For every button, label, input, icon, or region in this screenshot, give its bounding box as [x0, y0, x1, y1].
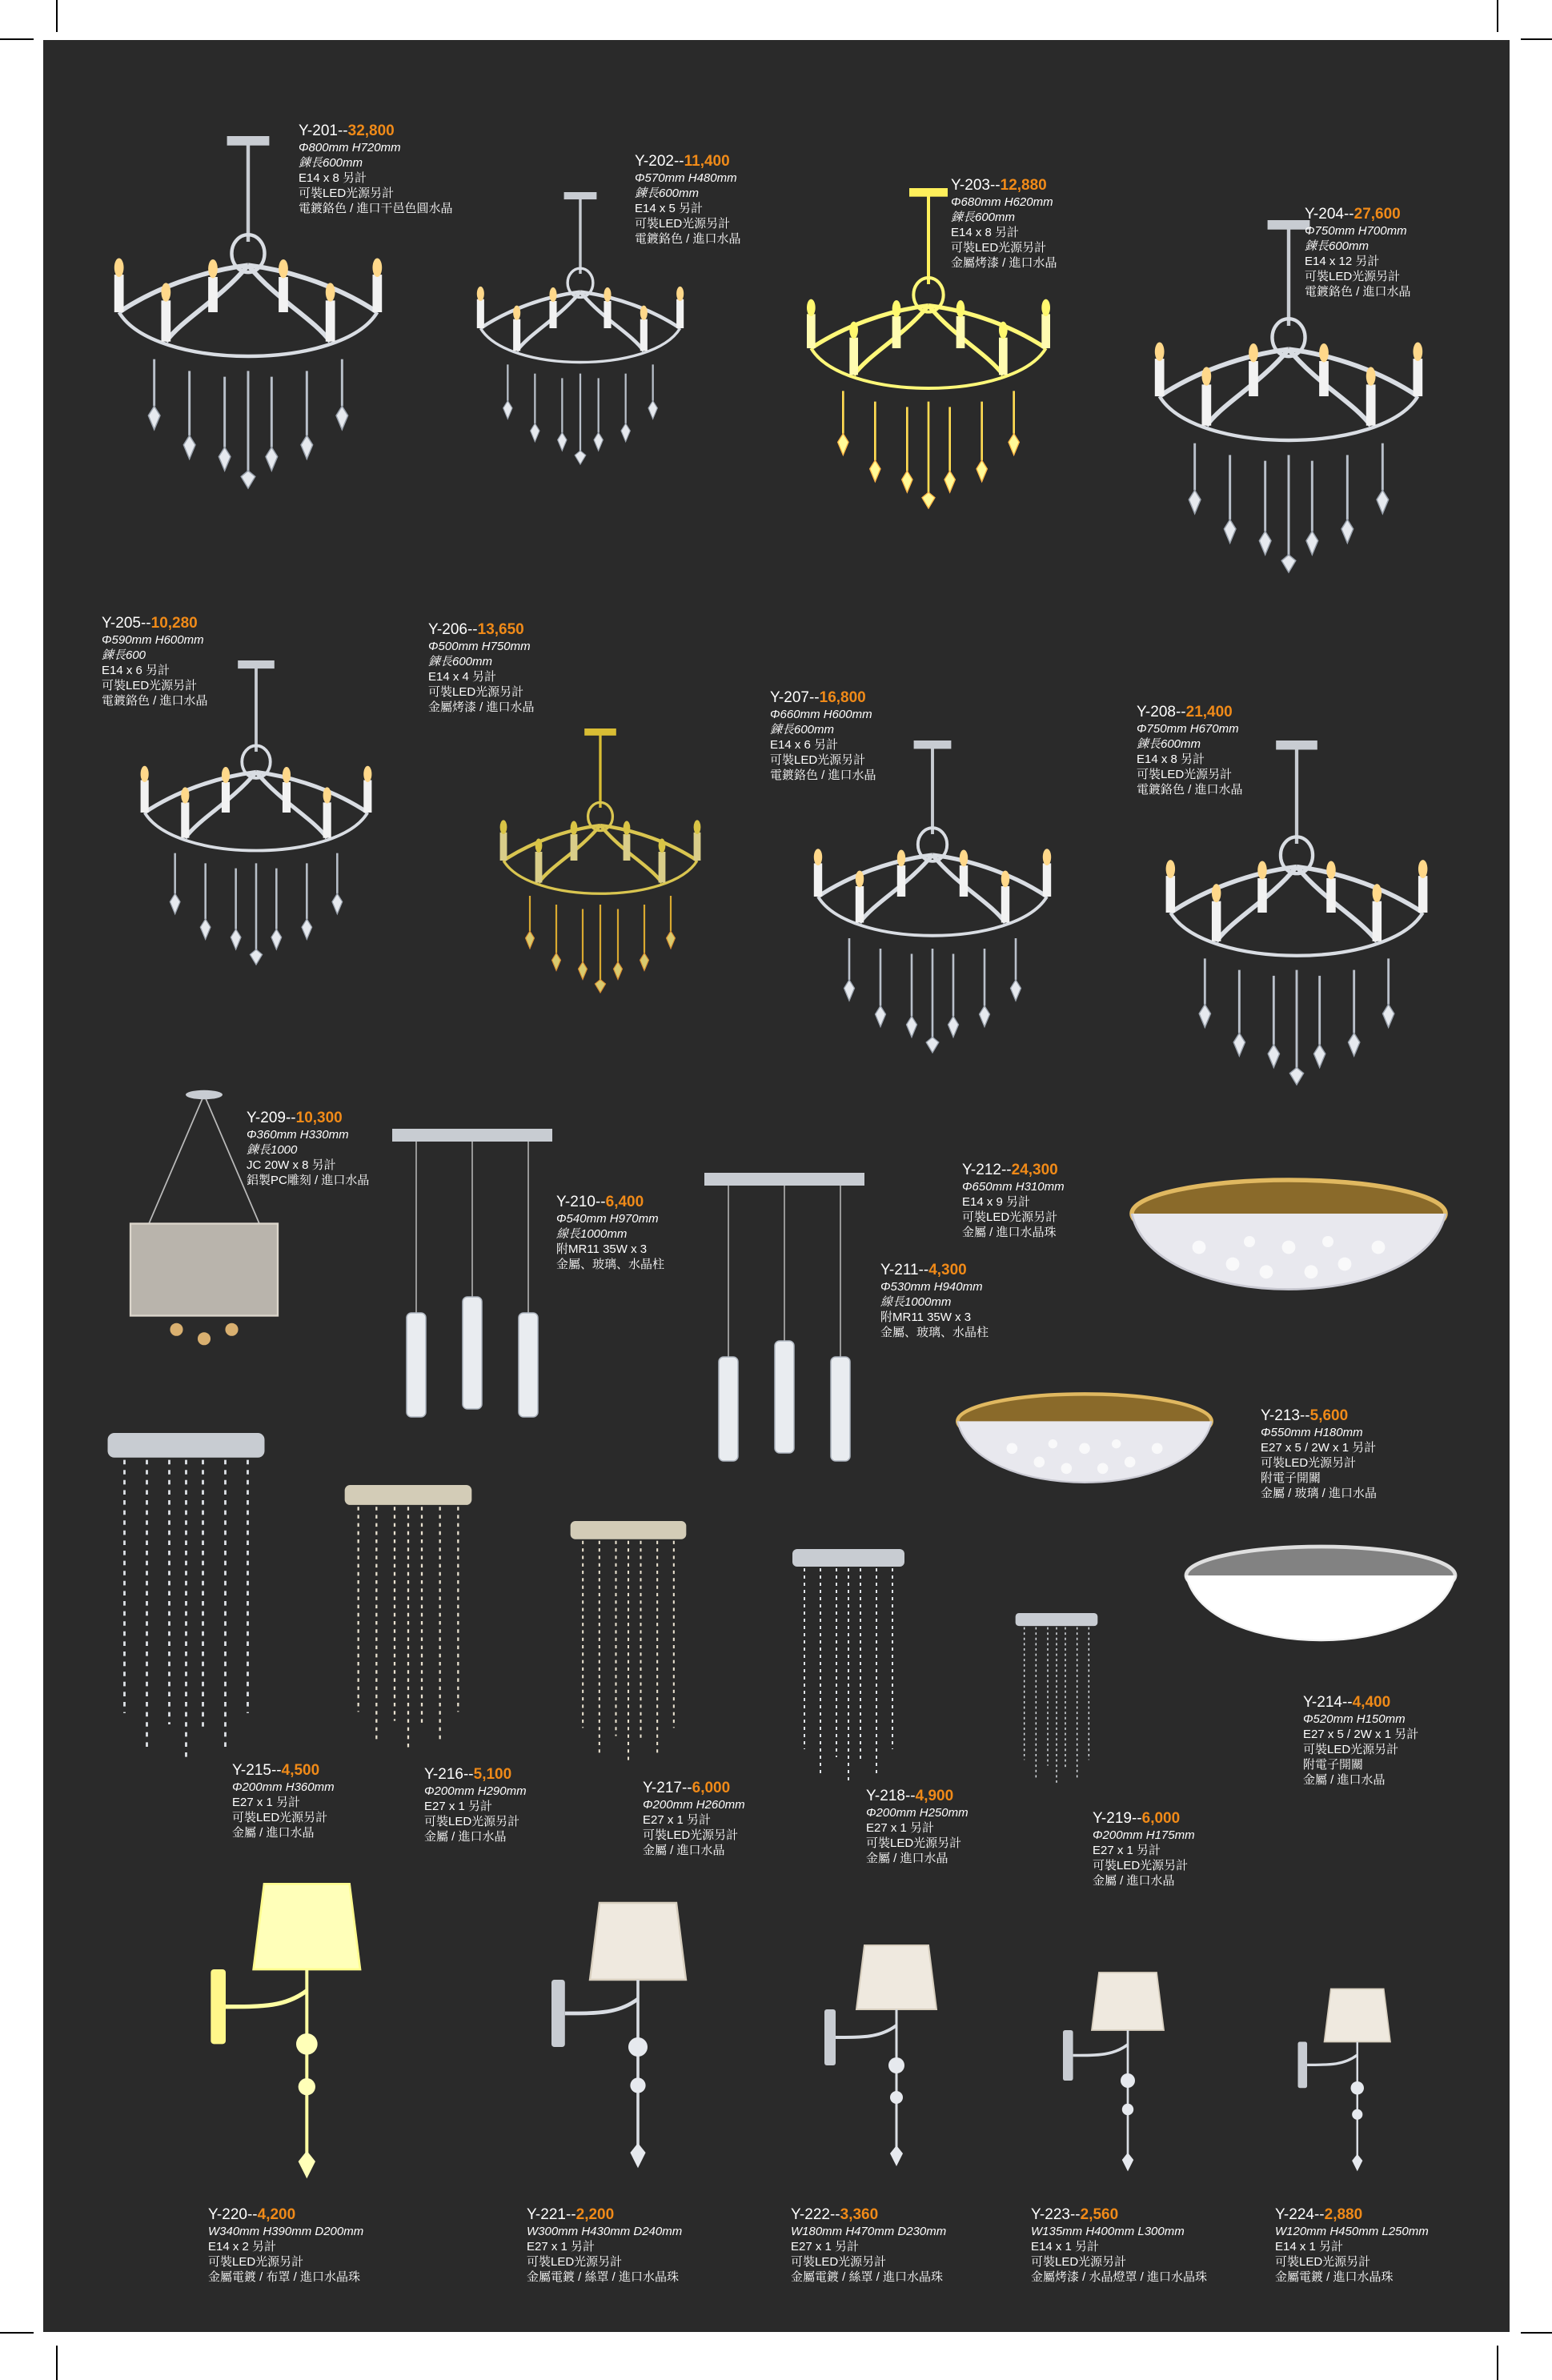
- product-code: Y-222--: [791, 2206, 840, 2223]
- product-led: 可裝LED光源另計: [527, 2255, 623, 2269]
- product-size: Φ500mm H750mm: [428, 640, 531, 653]
- product-code: Y-208--: [1137, 704, 1186, 720]
- ceiling-light-icon: [1121, 1165, 1457, 1341]
- product-info: [1137, 703, 1243, 797]
- crop-mark: [1521, 2332, 1552, 2334]
- product-info: [880, 1261, 989, 1340]
- product-material: 電鍍鉻色 / 進口干邑色圓水晶: [299, 202, 453, 215]
- product-led: 可裝LED光源另計: [866, 1836, 962, 1850]
- product-material: 金屬、玻璃、水晶柱: [880, 1326, 989, 1339]
- product-info: [232, 1761, 335, 1840]
- crystal-flush-mount-icon: [768, 1549, 928, 1789]
- product-size: Φ200mm H175mm: [1093, 1828, 1195, 1842]
- product-led: 可裝LED光源另計: [1303, 1743, 1399, 1756]
- product-price: 4,400: [1352, 1694, 1391, 1711]
- product-bulb: E27 x 1 另計: [527, 2240, 596, 2254]
- crop-mark: [56, 2346, 58, 2380]
- product-price: 27,600: [1353, 206, 1401, 223]
- crop-mark: [1497, 0, 1498, 32]
- product-chain: 鍊長600mm: [770, 723, 835, 736]
- crystal-flush-mount-icon: [324, 1485, 492, 1757]
- product-led: 可裝LED光源另計: [424, 1815, 520, 1828]
- product-code: Y-209--: [247, 1110, 296, 1126]
- product-material: 電鍍鉻色 / 進口水晶: [770, 769, 876, 782]
- product-led: 可裝LED光源另計: [102, 679, 198, 692]
- product-material: 金屬 / 進口水晶: [424, 1830, 507, 1844]
- product-code: Y-211--: [880, 1262, 929, 1278]
- product-material: 鋁製PC雕刻 / 進口水晶: [247, 1174, 370, 1187]
- product-bulb: E14 x 8 另計: [951, 226, 1020, 239]
- product-info: [951, 176, 1057, 271]
- product-size: Φ360mm H330mm: [247, 1128, 349, 1142]
- product-price: 3,360: [840, 2206, 879, 2223]
- product-led: 可裝LED光源另計: [1137, 768, 1233, 781]
- product-info: [208, 2205, 363, 2285]
- product-bulb: E14 x 5 另計: [635, 202, 704, 215]
- crop-mark: [0, 38, 34, 40]
- product-price: 4,300: [928, 1262, 967, 1278]
- product-chain: 鍊長600mm: [635, 187, 700, 200]
- product-code: Y-215--: [232, 1762, 282, 1779]
- product-price: 5,600: [1309, 1407, 1349, 1424]
- product-code: Y-216--: [424, 1766, 474, 1783]
- product-led: 可裝LED光源另計: [791, 2255, 887, 2269]
- product-led: 可裝LED光源另計: [962, 1210, 1058, 1224]
- product-size: W340mm H390mm D200mm: [208, 2225, 364, 2238]
- product-code: Y-206--: [428, 621, 478, 638]
- product-led: 可裝LED光源另計: [951, 241, 1047, 255]
- product-led: 可裝LED光源另計: [1305, 270, 1401, 283]
- product-code: Y-217--: [643, 1780, 692, 1796]
- product-price: 32,800: [347, 122, 395, 139]
- product-material: 電鍍鉻色 / 進口水晶: [1305, 285, 1411, 299]
- product-info: [1275, 2205, 1429, 2285]
- product-material: 金屬烤漆 / 進口水晶: [951, 256, 1057, 270]
- product-bulb: E14 x 4 另計: [428, 670, 497, 684]
- product-size: Φ570mm H480mm: [635, 171, 737, 185]
- crop-mark: [1521, 38, 1552, 40]
- product-bulb: E14 x 2 另計: [208, 2240, 277, 2254]
- product-material: 金屬烤漆 / 水晶燈罩 / 進口水晶珠: [1031, 2270, 1208, 2284]
- product-code: Y-213--: [1261, 1407, 1310, 1424]
- product-led: 可裝LED光源另計: [428, 685, 524, 699]
- product-info: [791, 2205, 946, 2285]
- product-price: 21,400: [1185, 704, 1233, 720]
- product-size: W300mm H430mm D240mm: [527, 2225, 683, 2238]
- product-code: Y-221--: [527, 2206, 576, 2223]
- product-price: 2,200: [575, 2206, 615, 2223]
- product-material: 金屬 / 進口水晶: [866, 1852, 948, 1865]
- product-material: 電鍍鉻色 / 進口水晶: [635, 232, 741, 246]
- product-material: 金屬 / 進口水晶: [232, 1826, 315, 1840]
- product-code: Y-218--: [866, 1788, 916, 1804]
- product-size: Φ800mm H720mm: [299, 141, 401, 155]
- wall-sconce-icon: [1285, 1953, 1417, 2209]
- crystal-flush-mount-icon: [100, 1433, 272, 1769]
- product-info: [866, 1787, 968, 1866]
- product-size: W120mm H450mm L250mm: [1275, 2225, 1429, 2238]
- ceiling-light-icon: [944, 1385, 1225, 1521]
- product-price: 2,560: [1080, 2206, 1119, 2223]
- product-price: 16,800: [819, 689, 866, 706]
- product-price: 5,100: [473, 1766, 512, 1783]
- product-code: Y-214--: [1303, 1694, 1353, 1711]
- product-led: 可裝LED光源另計: [1031, 2255, 1127, 2269]
- product-material: 金屬 / 進口水晶珠: [962, 1226, 1057, 1239]
- product-led: 可裝LED光源另計: [1093, 1859, 1189, 1872]
- product-led: 可裝LED光源另計: [208, 2255, 304, 2269]
- product-size: Φ750mm H700mm: [1305, 224, 1407, 238]
- product-size: Φ590mm H600mm: [102, 633, 204, 647]
- product-size: W135mm H400mm L300mm: [1031, 2225, 1185, 2238]
- product-material: 金屬、玻璃、水晶柱: [556, 1258, 665, 1271]
- product-size: Φ520mm H150mm: [1303, 1712, 1406, 1726]
- product-price: 13,650: [477, 621, 524, 638]
- product-price: 4,900: [915, 1788, 954, 1804]
- product-code: Y-205--: [102, 615, 151, 632]
- product-code: Y-210--: [556, 1194, 606, 1210]
- product-info: [556, 1193, 664, 1272]
- product-code: Y-219--: [1093, 1810, 1142, 1827]
- product-bulb: E14 x 8 另計: [1137, 753, 1205, 766]
- triple-pendant-icon: [688, 1165, 880, 1501]
- product-code: Y-212--: [962, 1162, 1012, 1178]
- product-info: [1031, 2205, 1207, 2285]
- product-extra: 金屬 / 玻璃 / 進口水晶: [1261, 1487, 1378, 1500]
- product-material: 金屬電鍍 / 布罩 / 進口水晶珠: [208, 2270, 361, 2284]
- product-led: 可裝LED光源另計: [1275, 2255, 1371, 2269]
- product-code-line: [299, 122, 453, 140]
- product-bulb: E27 x 5 / 2W x 1 另計: [1303, 1728, 1419, 1741]
- triple-pendant-icon: [376, 1125, 568, 1453]
- product-size: W180mm H470mm D230mm: [791, 2225, 947, 2238]
- crop-mark: [0, 2332, 34, 2334]
- product-led: 可裝LED光源另計: [770, 753, 866, 767]
- product-info: [424, 1765, 527, 1844]
- product-price: 24,300: [1011, 1162, 1058, 1178]
- product-code: Y-224--: [1275, 2206, 1325, 2223]
- product-code: Y-207--: [770, 689, 820, 706]
- product-material: 金屬電鍍 / 進口水晶珠: [1275, 2270, 1394, 2284]
- wall-sconce-icon: [808, 1909, 968, 2205]
- product-price: 10,280: [150, 615, 198, 632]
- ceiling-light-icon: [1177, 1537, 1465, 1681]
- product-size: Φ680mm H620mm: [951, 195, 1053, 209]
- product-price: 12,880: [1000, 177, 1047, 194]
- product-code: Y-201--: [299, 122, 348, 139]
- product-bulb: E27 x 5 / 2W x 1 另計: [1261, 1441, 1377, 1455]
- crystal-chandelier-icon: [1113, 148, 1465, 644]
- product-bulb: 附MR11 35W x 3: [880, 1310, 972, 1324]
- product-price: 6,000: [1141, 1810, 1181, 1827]
- product-material: 電鍍鉻色 / 進口水晶: [1137, 783, 1243, 797]
- product-info: [299, 122, 453, 216]
- product-price: 11,400: [684, 153, 730, 170]
- product-bulb: E27 x 1 另計: [866, 1821, 935, 1835]
- product-code: Y-204--: [1305, 206, 1354, 223]
- product-price: 4,200: [257, 2206, 296, 2223]
- product-bulb: E14 x 6 另計: [770, 738, 839, 752]
- product-bulb: E27 x 1 另計: [1093, 1844, 1161, 1857]
- product-bulb: E14 x 1 另計: [1031, 2240, 1100, 2254]
- product-bulb: E27 x 1 另計: [791, 2240, 860, 2254]
- product-code: Y-203--: [951, 177, 1001, 194]
- product-bulb: E14 x 9 另計: [962, 1195, 1031, 1209]
- product-info: [102, 614, 208, 708]
- product-info: [527, 2205, 682, 2285]
- wall-sconce-icon: [532, 1877, 724, 2197]
- crystal-flush-mount-icon: [544, 1521, 712, 1769]
- product-size: Φ660mm H600mm: [770, 708, 872, 721]
- product-led: 可裝LED光源另計: [232, 1811, 328, 1824]
- product-info: [643, 1779, 745, 1858]
- product-led: 可裝LED光源另計: [635, 217, 731, 231]
- product-bulb: E14 x 12 另計: [1305, 255, 1380, 268]
- wall-sconce-icon: [1049, 1945, 1193, 2201]
- product-size: Φ750mm H670mm: [1137, 722, 1239, 736]
- product-bulb: E27 x 1 另計: [232, 1796, 301, 1809]
- product-size: Φ200mm H290mm: [424, 1784, 527, 1798]
- product-material: 金屬 / 進口水晶: [643, 1844, 725, 1857]
- crystal-flush-mount-icon: [981, 1613, 1133, 1789]
- product-info: [770, 688, 876, 783]
- product-material: 金屬 / 進口水晶: [1093, 1874, 1175, 1888]
- product-size: Φ200mm H260mm: [643, 1798, 745, 1812]
- product-price: 2,880: [1324, 2206, 1363, 2223]
- product-material: 金屬電鍍 / 絲罩 / 進口水晶珠: [791, 2270, 944, 2284]
- product-material: 附電子開關: [1303, 1758, 1364, 1772]
- product-info: [1261, 1407, 1377, 1501]
- product-size: Φ550mm H180mm: [1261, 1426, 1363, 1439]
- product-bulb: E14 x 6 另計: [102, 664, 170, 677]
- product-extra: 金屬 / 進口水晶: [1303, 1773, 1386, 1787]
- product-bulb: E27 x 1 另計: [643, 1813, 712, 1827]
- product-info: [1093, 1809, 1195, 1888]
- product-chain: 線長1000mm: [880, 1295, 952, 1309]
- product-code: Y-220--: [208, 2206, 258, 2223]
- product-chain: 線長1000mm: [556, 1227, 628, 1241]
- product-chain: 鍊長600mm: [1305, 239, 1370, 253]
- product-chain: 鍊長600mm: [299, 156, 363, 170]
- product-code: Y-202--: [635, 153, 684, 170]
- product-material: 金屬烤漆 / 進口水晶: [428, 700, 535, 714]
- product-chain: 鍊長600mm: [1137, 737, 1201, 751]
- product-price: 6,000: [692, 1780, 731, 1796]
- product-bulb: E27 x 1 另計: [424, 1800, 493, 1813]
- crop-mark: [1497, 2346, 1498, 2380]
- wall-sconce-icon: [152, 1873, 440, 2193]
- product-price: 6,400: [605, 1194, 644, 1210]
- product-info: [635, 152, 741, 247]
- product-bulb: E14 x 1 另計: [1275, 2240, 1344, 2254]
- product-size: Φ200mm H360mm: [232, 1780, 335, 1794]
- product-code: Y-223--: [1031, 2206, 1081, 2223]
- product-material: 金屬電鍍 / 絲罩 / 進口水晶珠: [527, 2270, 680, 2284]
- product-chain: 鍊長600: [102, 648, 146, 662]
- product-size: Φ530mm H940mm: [880, 1280, 983, 1294]
- product-led: 可裝LED光源另計: [643, 1828, 739, 1842]
- product-chain: 鍊長600mm: [951, 211, 1016, 224]
- crop-mark: [56, 0, 58, 32]
- product-chain: 鍊長600mm: [428, 655, 493, 668]
- product-size: Φ650mm H310mm: [962, 1180, 1065, 1194]
- product-led: 可裝LED光源另計: [1261, 1456, 1357, 1470]
- product-size: Φ540mm H970mm: [556, 1212, 659, 1226]
- product-bulb: JC 20W x 8 另計: [247, 1158, 336, 1172]
- product-led: 可裝LED光源另計: [299, 187, 395, 200]
- product-material: 電鍍鉻色 / 進口水晶: [102, 694, 208, 708]
- product-size: Φ200mm H250mm: [866, 1806, 968, 1820]
- product-chain: 鍊長1000: [247, 1143, 298, 1157]
- product-info: [247, 1109, 369, 1188]
- product-price: 4,500: [281, 1762, 320, 1779]
- product-info: [1303, 1693, 1418, 1788]
- product-material: 附電子開關: [1261, 1471, 1321, 1485]
- product-info: [1305, 205, 1411, 299]
- product-bulb: E14 x 8 另計: [299, 171, 367, 185]
- product-bulb: 附MR11 35W x 3: [556, 1242, 648, 1256]
- product-info: [428, 620, 535, 715]
- product-info: [962, 1161, 1065, 1240]
- product-price: 10,300: [295, 1110, 343, 1126]
